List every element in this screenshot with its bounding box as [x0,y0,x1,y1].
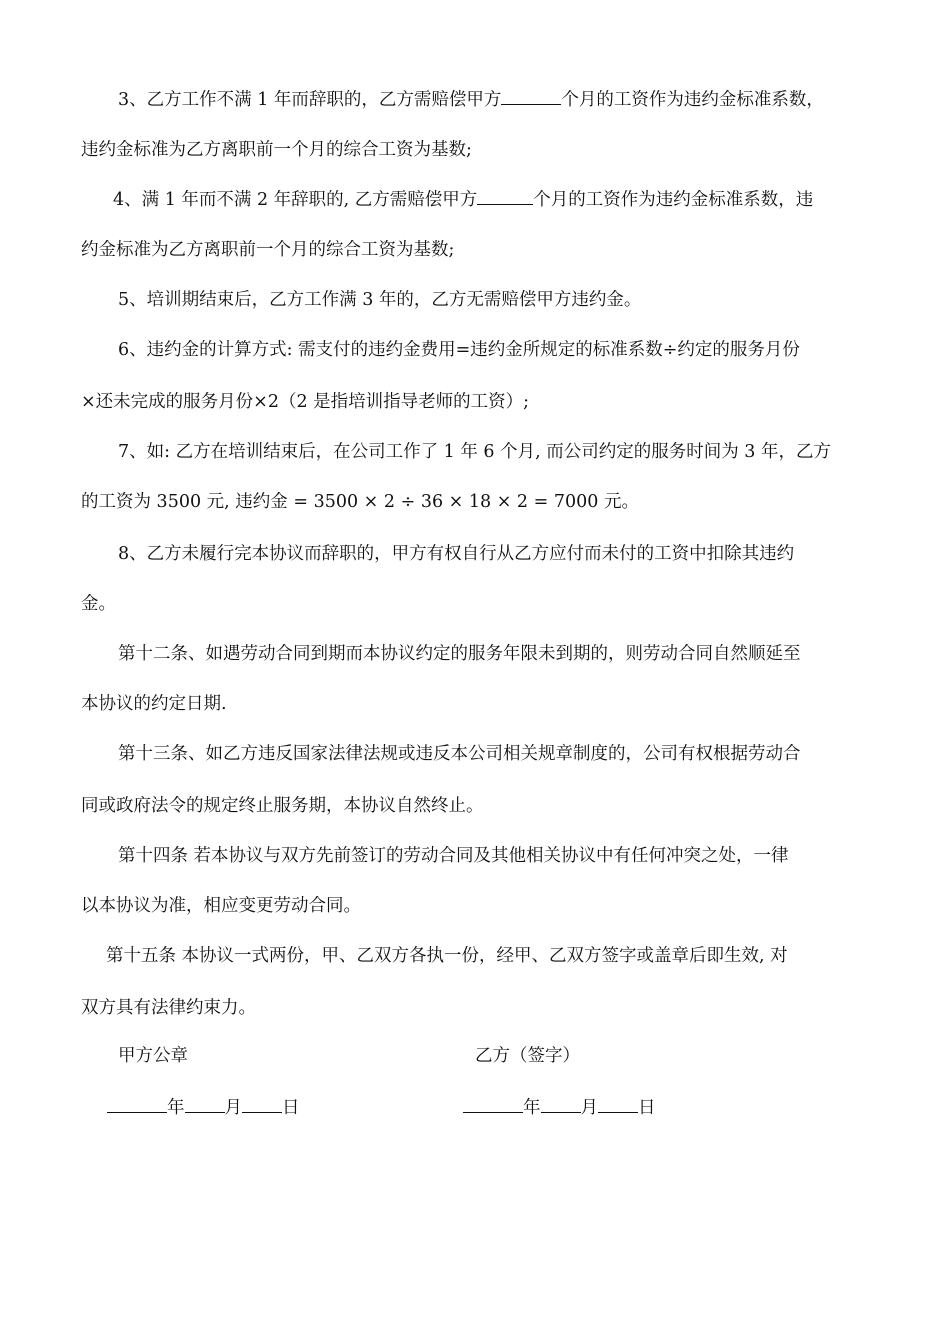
clause-4-blank [477,188,533,205]
clause-3-text-b: 个月的工资作为违约金标准系数， [561,90,824,110]
clause-4-text-b: 个月的工资作为违约金标准系数，违 [533,190,814,210]
article-15-line-1: 第十五条 本协议一式两份，甲、乙双方各执一份，经甲、乙双方签字或盖章后即生效, 对 [106,946,788,966]
clause-3-line-1 [118,88,824,112]
article-14-line-1: 第十四条 若本协议与双方先前签订的劳动合同及其他相关协议中有任何冲突之处，一律 [118,846,789,866]
article-12-line-2: 本协议的约定日期. [81,694,227,714]
party-b-date [463,1096,656,1120]
clause-5-line-1: 5、培训期结束后，乙方工作满 3 年的，乙方无需赔偿甲方违约金。 [118,290,642,310]
clause-3-line-2: 违约金标准为乙方离职前一个月的综合工资为基数; [81,140,472,160]
article-13-line-1: 第十三条、如乙方违反国家法律法规或违反本公司相关规章制度的，公司有权根据劳动合 [118,744,801,764]
party-a-seal-label: 甲方公章 [118,1046,188,1066]
party-a-month-label: 月 [224,1098,242,1118]
clause-3-text-a: 3、乙方工作不满 1 年而辞职的，乙方需赔偿甲方 [118,90,502,110]
party-b-month-label: 月 [580,1098,598,1118]
article-12-line-1: 第十二条、如遇劳动合同到期而本协议约定的服务年限未到期的，则劳动合同自然顺延至 [118,644,801,664]
clause-8-line-1: 8、乙方未履行完本协议而辞职的，甲方有权自行从乙方应付而未付的工资中扣除其违约 [118,544,795,564]
article-13-line-2: 同或政府法令的规定终止服务期，本协议自然终止。 [81,796,484,816]
clause-4-text-a: 4、满 1 年而不满 2 年辞职的, 乙方需赔偿甲方 [113,190,478,210]
article-15-line-2: 双方具有法律约束力。 [81,998,256,1018]
party-b-month-blank [541,1096,581,1113]
party-b-day-blank [598,1096,638,1113]
party-a-year-blank [107,1096,167,1113]
article-14-line-2: 以本协议为准，相应变更劳动合同。 [81,896,361,916]
party-b-day-label: 日 [638,1098,656,1118]
party-a-date [107,1096,300,1120]
party-b-year-blank [463,1096,523,1113]
clause-8-line-2: 金。 [81,594,116,614]
clause-3-blank [501,88,561,105]
party-a-month-blank [185,1096,225,1113]
party-a-year-label: 年 [167,1098,185,1118]
party-a-day-blank [242,1096,282,1113]
party-b-signature-label: 乙方（签字） [475,1046,580,1066]
party-a-day-label: 日 [282,1098,300,1118]
clause-7-line-2: 的工资为 3500 元, 违约金 = 3500 × 2 ÷ 36 × 18 × 2 = 7000 元。 [81,492,639,512]
clause-4-line-2: 约金标准为乙方离职前一个月的综合工资为基数; [81,240,455,260]
clause-6-line-1: 6、违约金的计算方式: 需支付的违约金费用=违约金所规定的标准系数÷约定的服务月份 [118,340,800,360]
clause-4-line-1 [113,188,813,212]
party-b-year-label: 年 [523,1098,541,1118]
clause-7-line-1: 7、如: 乙方在培训结束后，在公司工作了 1 年 6 个月, 而公司约定的服务时间为 3 年，乙方 [118,442,831,462]
clause-6-line-2: ×还未完成的服务月份×2（2 是指培训指导老师的工资）; [81,392,530,412]
